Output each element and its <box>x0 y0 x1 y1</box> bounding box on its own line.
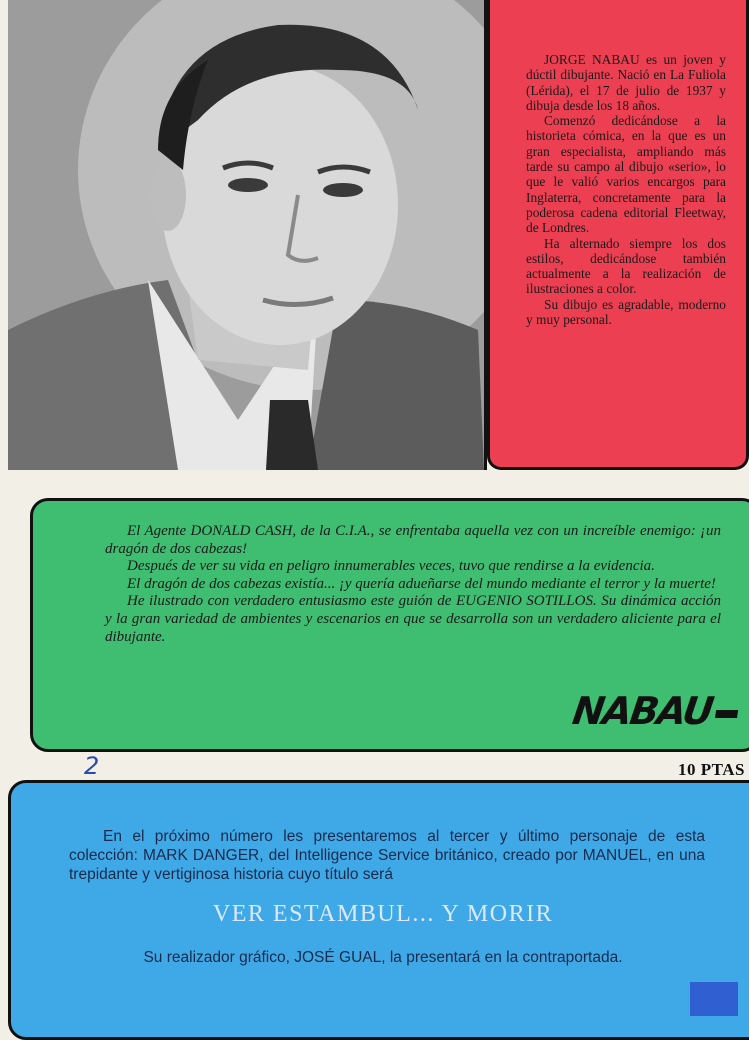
next-issue-box <box>8 780 749 1040</box>
bio-paragraph: Comenzó dedicándose a la historieta cómica, en la que es un gran especialista, ampliando más tarde su campo al dibujo «serio», lo que le valió varios encargos para Inglaterra, concretamente para la poderosa cadena editorial Fleetway, de Londres. <box>526 113 726 236</box>
next-issue-title: VER ESTAMBUL... Y MORIR <box>212 901 554 927</box>
price-label: 10 PTAS <box>678 760 745 779</box>
author-bio-box <box>487 0 749 470</box>
story-intro-box <box>30 498 749 752</box>
handwritten-page-number: 2 <box>84 752 100 780</box>
corner-color-mark <box>690 982 738 1016</box>
next-issue-text: En el próximo número les presentaremos al tercer y último personaje de esta colección: MARK DANGER, del Intelligence Service británico, creado por MANUEL, en una trepidante y vertiginosa historia cuyo título será <box>69 828 705 883</box>
author-bio-text <box>526 52 726 327</box>
story-intro-text <box>105 523 721 646</box>
story-paragraph: He ilustrado con verdadero entusiasmo este guión de EUGENIO SOTILLOS. Su dinámica acción y la gran variedad de ambientes y escenarios en que se desarrolla son un verdadero aliciente para el dibujante. <box>105 593 721 645</box>
next-issue-footer: Su realizador gráfico, JOSÉ GUAL, la presentará en la contraportada. <box>143 949 623 966</box>
signature-text: NABAU <box>569 689 715 733</box>
bio-paragraph: Su dibujo es agradable, moderno y muy personal. <box>526 296 726 328</box>
bio-paragraph: Ha alternado siempre los dos estilos, dedicándose también actualmente a la realización de ilustraciones a color. <box>526 235 726 297</box>
signature-underline <box>715 710 738 718</box>
portrait-illustration <box>8 0 484 470</box>
story-paragraph: El Agente DONALD CASH, de la C.I.A., se enfrentaba aquella vez con un increíble enemigo: ¡un dragón de dos cabezas! <box>105 523 721 557</box>
story-paragraph: Después de ver su vida en peligro innumerables veces, tuvo que rendirse a la evidencia. <box>127 558 655 575</box>
bio-paragraph: JORGE NABAU es un joven y dúctil dibujante. Nació en La Fuliola (Lérida), el 17 de julio de 1937 y dibuja desde los 18 años. <box>526 52 726 113</box>
story-paragraph: El dragón de dos cabezas existía... ¡y quería adueñarse del mundo mediante el terror y la muerte! <box>127 575 716 592</box>
author-portrait-photo <box>8 0 487 470</box>
artist-signature <box>570 689 741 733</box>
